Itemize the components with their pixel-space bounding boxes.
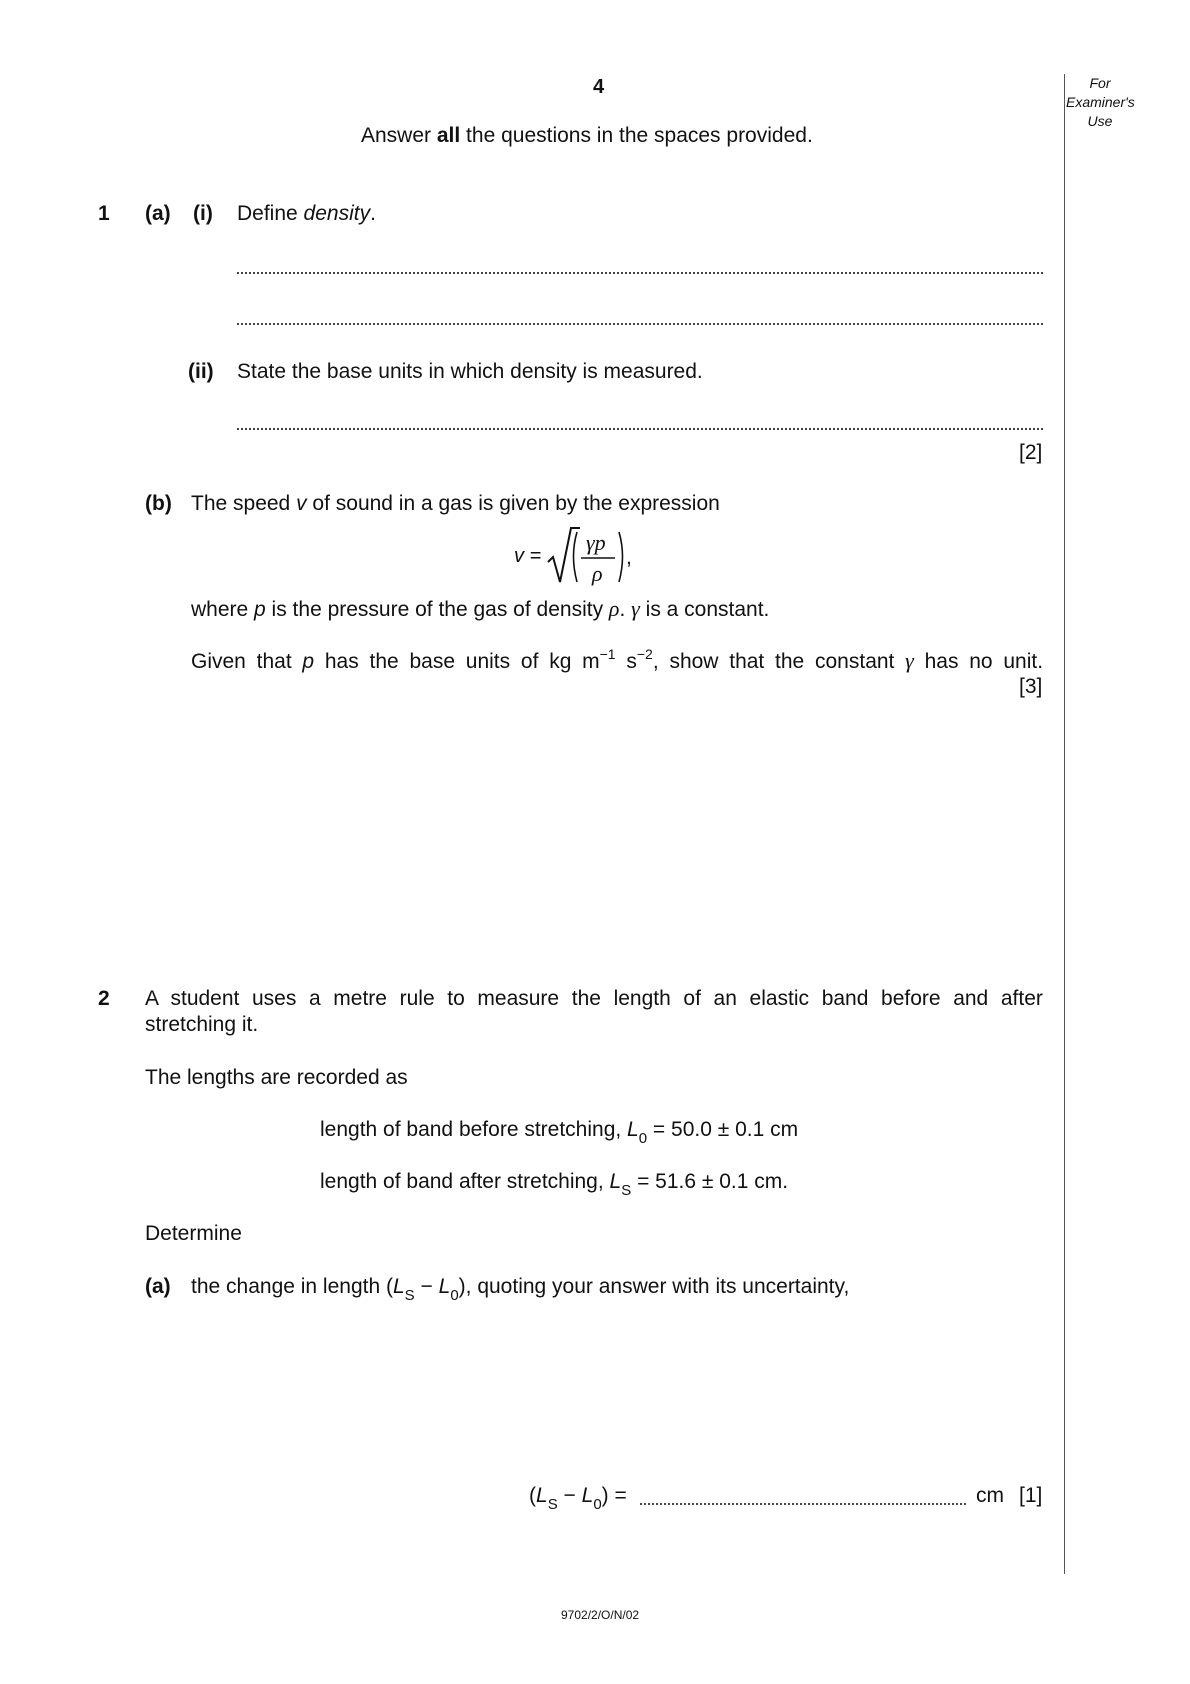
given-w14: unit. (1003, 650, 1044, 673)
q1-b-given (191, 648, 1043, 674)
q2-intro-word: student (170, 987, 240, 1010)
given-w6: units (465, 650, 511, 673)
q2-a-answer-field[interactable] (640, 1503, 966, 1505)
q1-ai-text: Define (237, 202, 304, 225)
ans-open: ( (529, 1484, 536, 1507)
given-w9: that (729, 650, 765, 673)
q1-ai-italic: density (303, 202, 371, 225)
q2-a-label: (a) (145, 1275, 171, 1298)
q1-b-where (191, 596, 769, 622)
q1-b-question (191, 492, 720, 516)
ans-L2: L (581, 1484, 594, 1507)
where-2: is the pressure of the gas of density (265, 598, 609, 621)
q1-aii-answer-line[interactable] (237, 428, 1043, 430)
ans-sub2: 0 (593, 1496, 602, 1513)
q1-b-marks: [3] (1019, 675, 1043, 698)
q2-intro-word: rule (399, 987, 435, 1010)
eq-comma: , (626, 546, 632, 569)
given-w2: that (256, 650, 292, 673)
q2-a-answer-label (529, 1484, 627, 1513)
q2-a-sub1: S (404, 1287, 415, 1304)
given-w10: the (775, 650, 805, 673)
q2-intro-word: a (308, 987, 321, 1010)
given-p: p (302, 650, 315, 673)
where-rho: ρ (608, 596, 620, 621)
ans-close: ) = (601, 1484, 627, 1507)
given-w12: has (924, 650, 959, 673)
q2-intro-word: to (447, 987, 465, 1010)
given-gamma: γ (905, 648, 914, 673)
given-w8: show (669, 650, 719, 673)
q2-intro-word: length (613, 987, 671, 1010)
where-gamma: γ (631, 596, 640, 621)
q2-a-L1: L (392, 1275, 405, 1298)
q2-before (320, 1118, 799, 1147)
q1-b-var: v (296, 492, 307, 515)
given-w11: constant (815, 650, 895, 673)
q1-a-marks: [2] (1019, 441, 1043, 464)
q2-determine: Determine (145, 1222, 242, 1245)
q2-intro-word: metre (333, 987, 387, 1010)
ans-minus: − (557, 1484, 582, 1507)
q1-b-text-post: of sound in a gas is given by the expression (306, 492, 720, 515)
eq-denominator: ρ (592, 561, 603, 586)
q2-a-text-post: ), quoting your answer with its uncertainty, (458, 1275, 850, 1298)
q2-intro-line-2: stretching it. (145, 1013, 259, 1036)
where-3: . (619, 598, 632, 621)
before-subscript: 0 (638, 1130, 648, 1147)
q1-aii-label: (ii) (188, 360, 214, 383)
page-number: 4 (593, 76, 605, 98)
q2-intro-word: uses (252, 987, 297, 1010)
after-value: = 51.6 ± 0.1 cm. (631, 1170, 789, 1193)
q1-ai-end: . (370, 202, 376, 225)
q1-ai-answer-line-1[interactable] (237, 272, 1043, 274)
ans-sub1: S (547, 1496, 558, 1513)
examiner-use-label (1066, 74, 1134, 131)
given-w1: Given (191, 650, 246, 673)
q1-ai-label: (i) (193, 202, 213, 225)
instruction (361, 124, 813, 148)
q2-recorded: The lengths are recorded as (145, 1066, 408, 1089)
before-value: = 50.0 ± 0.1 cm (647, 1118, 799, 1141)
q1-a-label: (a) (145, 202, 171, 225)
examiner-line-3: Use (1087, 113, 1113, 129)
q2-a-minus: − (414, 1275, 439, 1298)
instruction-pre: Answer (361, 124, 437, 147)
q1-b-label: (b) (145, 492, 172, 515)
q2-intro-word: and (953, 987, 989, 1010)
instruction-bold: all (436, 124, 461, 147)
q2-intro-word: of (683, 987, 701, 1010)
q2-intro-word: measure (477, 987, 560, 1010)
eq-numerator: γp (586, 530, 606, 555)
examiner-line-2: Examiner's (1066, 94, 1135, 110)
q2-a-text-pre: the change in length ( (191, 1275, 393, 1298)
q2-a-question (191, 1275, 850, 1304)
q2-number: 2 (98, 987, 110, 1010)
instruction-post: the questions in the spaces provided. (460, 124, 813, 147)
q2-intro-word: elastic (749, 987, 810, 1010)
q1-aii-question: State the base units in which density is measured. (237, 360, 703, 383)
given-w4: the (369, 650, 399, 673)
q1-number: 1 (98, 202, 110, 225)
q2-intro-word: band (821, 987, 869, 1010)
speed-equation (514, 524, 644, 592)
q1-ai-question (237, 202, 376, 226)
after-symbol: L (609, 1170, 622, 1193)
given-w3: has (324, 650, 359, 673)
paper-code: 9702/2/O/N/02 (561, 1608, 640, 1622)
q2-intro-word: before (881, 987, 941, 1010)
sqrt-symbol (514, 524, 644, 592)
q1-ai-answer-line-2[interactable] (237, 323, 1043, 325)
q2-a-L2: L (438, 1275, 451, 1298)
before-text: length of band before stretching, (320, 1118, 628, 1141)
q1-b-text-pre: The speed (191, 492, 297, 515)
given-w13: no (969, 650, 993, 673)
q2-a-marks: [1] (1019, 1484, 1043, 1507)
after-subscript: S (621, 1182, 632, 1199)
after-text: length of band after stretching, (320, 1170, 610, 1193)
examiner-line-1: For (1089, 75, 1111, 91)
q2-intro-word: the (571, 987, 601, 1010)
q2-a-unit: cm (976, 1484, 1004, 1507)
q2-after (320, 1170, 789, 1199)
given-w7: of (520, 650, 539, 673)
given-units: kg $m^{-1}$ $s^{-2}$, (549, 646, 659, 673)
examiner-margin-line (1064, 74, 1065, 1574)
where-1: where (191, 598, 255, 621)
q2-a-sub2: 0 (450, 1287, 459, 1304)
given-w5: base (409, 650, 456, 673)
where-p: p (254, 598, 266, 621)
q2-intro-word: an (713, 987, 737, 1010)
q2-intro-word: after (1000, 987, 1043, 1010)
where-4: is a constant. (639, 598, 770, 621)
q2-intro-word: A (145, 987, 158, 1010)
q2-intro (145, 987, 1043, 1011)
ans-L1: L (536, 1484, 548, 1507)
before-symbol: L (627, 1118, 639, 1141)
eq-lhs: v = (514, 545, 542, 567)
